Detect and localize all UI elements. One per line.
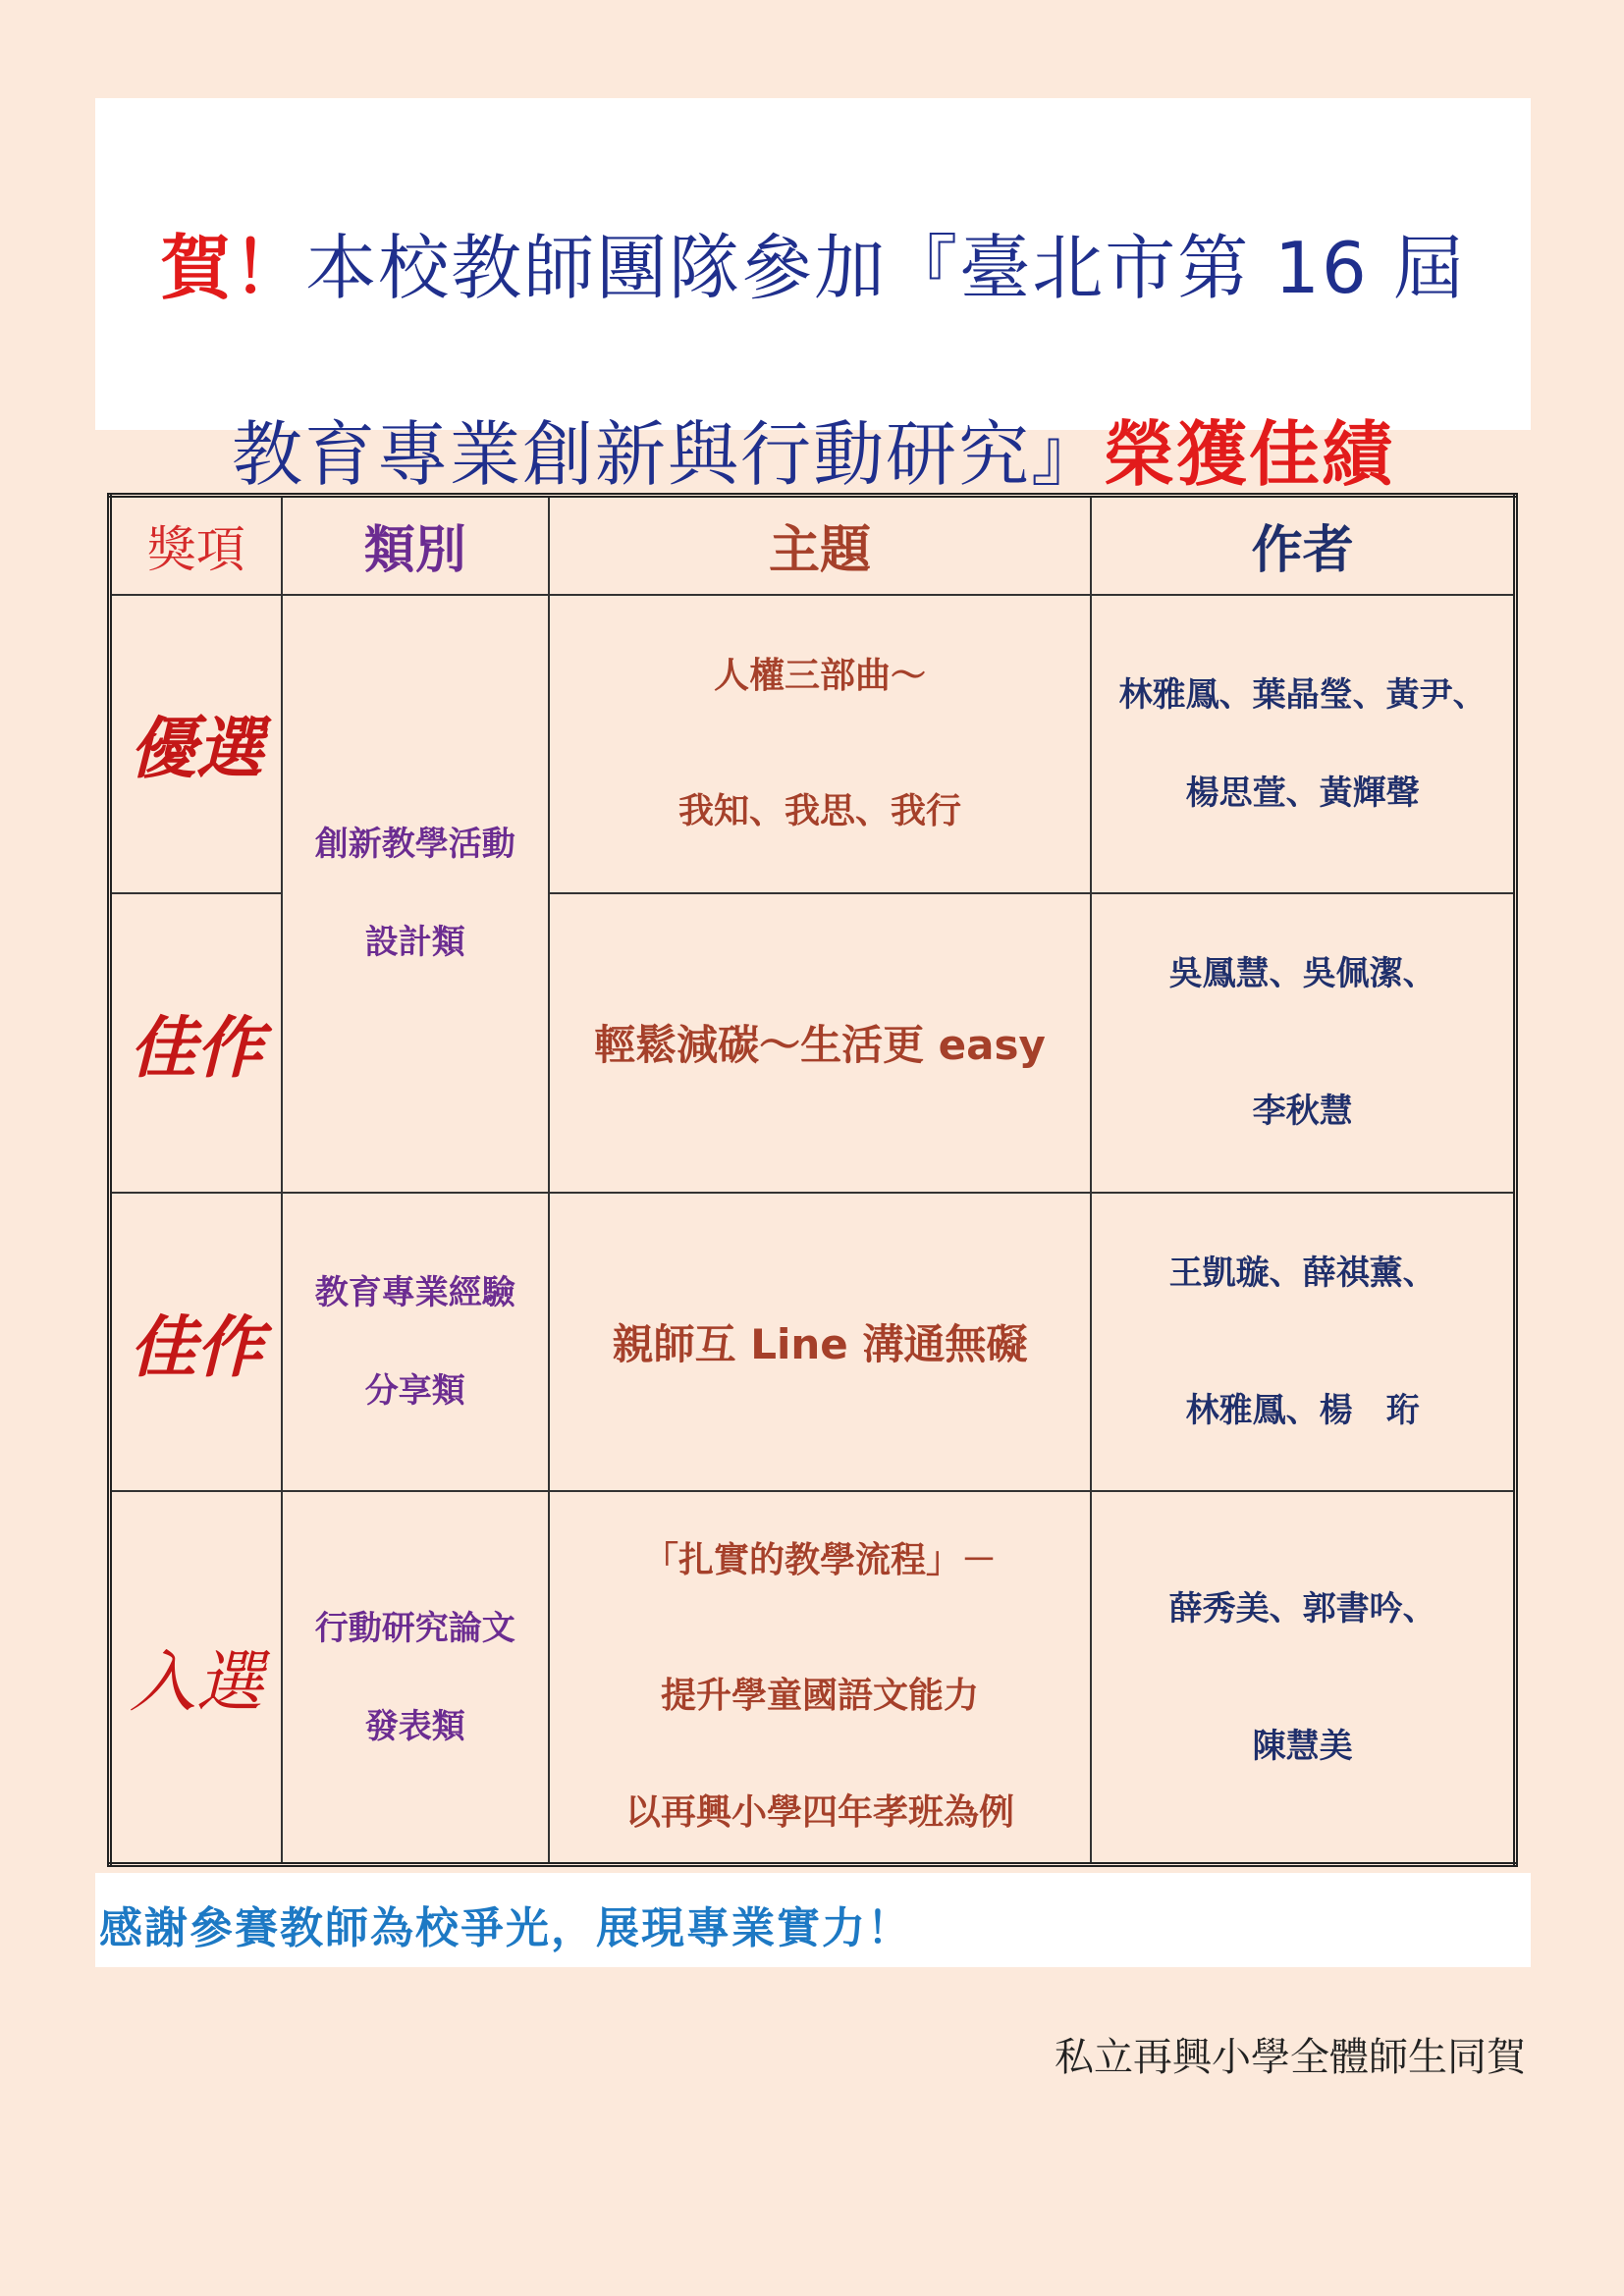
category-line: 行動研究論文 <box>314 1608 515 1648</box>
header-category: 類別 <box>282 496 549 595</box>
author-line: 林雅鳳、楊 珩 <box>1185 1391 1420 1430</box>
award-cell: 佳作 <box>110 1193 282 1492</box>
topic-line: 輕鬆減碳～生活更 easy <box>594 1021 1046 1070</box>
title-line-2 <box>95 410 1531 499</box>
category-cell <box>282 1491 549 1864</box>
table-row <box>110 1193 1516 1492</box>
author-cell <box>1091 1491 1515 1864</box>
category-line: 發表類 <box>364 1706 465 1746</box>
title-honor: 榮獲佳績 <box>1104 413 1395 496</box>
table-row <box>110 595 1516 894</box>
header-topic: 主題 <box>549 496 1091 595</box>
topic-line: 親師互 Line 溝通無礙 <box>612 1320 1028 1368</box>
topic-line: 人權三部曲～ <box>713 655 926 696</box>
category-cell <box>282 595 549 1193</box>
category-line: 設計類 <box>364 923 465 963</box>
author-line: 薛秀美、郭書吟、 <box>1168 1588 1436 1629</box>
topic-cell <box>549 1491 1091 1864</box>
title-banner <box>95 98 1531 496</box>
thanks-text: 感謝參賽教師為校爭光，展現專業實力！ <box>99 1903 912 1953</box>
title-congrats: 賀！ <box>160 227 306 309</box>
category-line: 創新教學活動 <box>314 825 515 865</box>
topic-cell <box>549 595 1091 894</box>
author-line: 林雅鳳、葉晶瑩、黃尹、 <box>1118 674 1487 715</box>
category-line: 分享類 <box>364 1371 465 1411</box>
topic-cell <box>549 893 1091 1193</box>
author-cell <box>1091 1193 1515 1492</box>
author-line: 李秋慧 <box>1252 1092 1353 1132</box>
header-award: 獎項 <box>110 496 282 595</box>
topic-cell <box>549 1193 1091 1492</box>
awards-table <box>107 493 1518 1867</box>
award-cell: 入選 <box>110 1491 282 1864</box>
author-cell <box>1091 595 1515 894</box>
author-cell <box>1091 893 1515 1193</box>
title-line-1 <box>95 224 1531 312</box>
author-line: 陳慧美 <box>1252 1726 1353 1766</box>
signature: 私立再興小學全體師生同賀 <box>1055 2035 1526 2080</box>
topic-line: 我知、我思、我行 <box>677 790 961 831</box>
award-cell: 優選 <box>110 595 282 894</box>
header-author: 作者 <box>1091 496 1515 595</box>
topic-line: 提升學童國語文能力 <box>660 1675 979 1716</box>
table-header-row <box>110 496 1516 595</box>
author-line: 楊思萱、黃輝聲 <box>1185 773 1420 813</box>
table-row <box>110 1491 1516 1864</box>
title-line-2-text: 教育專業創新與行動研究』 <box>231 413 1104 496</box>
award-cell: 佳作 <box>110 893 282 1193</box>
author-line: 王凱璇、薛祺薰、 <box>1168 1254 1436 1293</box>
category-line: 教育專業經驗 <box>314 1273 515 1312</box>
topic-line: 「扎實的教學流程」－ <box>642 1539 997 1580</box>
title-line-1-text: 本校教師團隊參加『臺北市第 16 屆 <box>305 227 1466 309</box>
thanks-banner <box>95 1873 1531 1967</box>
topic-line: 以再興小學四年孝班為例 <box>624 1791 1014 1833</box>
category-cell <box>282 1193 549 1492</box>
author-line: 吳鳳慧、吳佩潔、 <box>1168 954 1436 994</box>
